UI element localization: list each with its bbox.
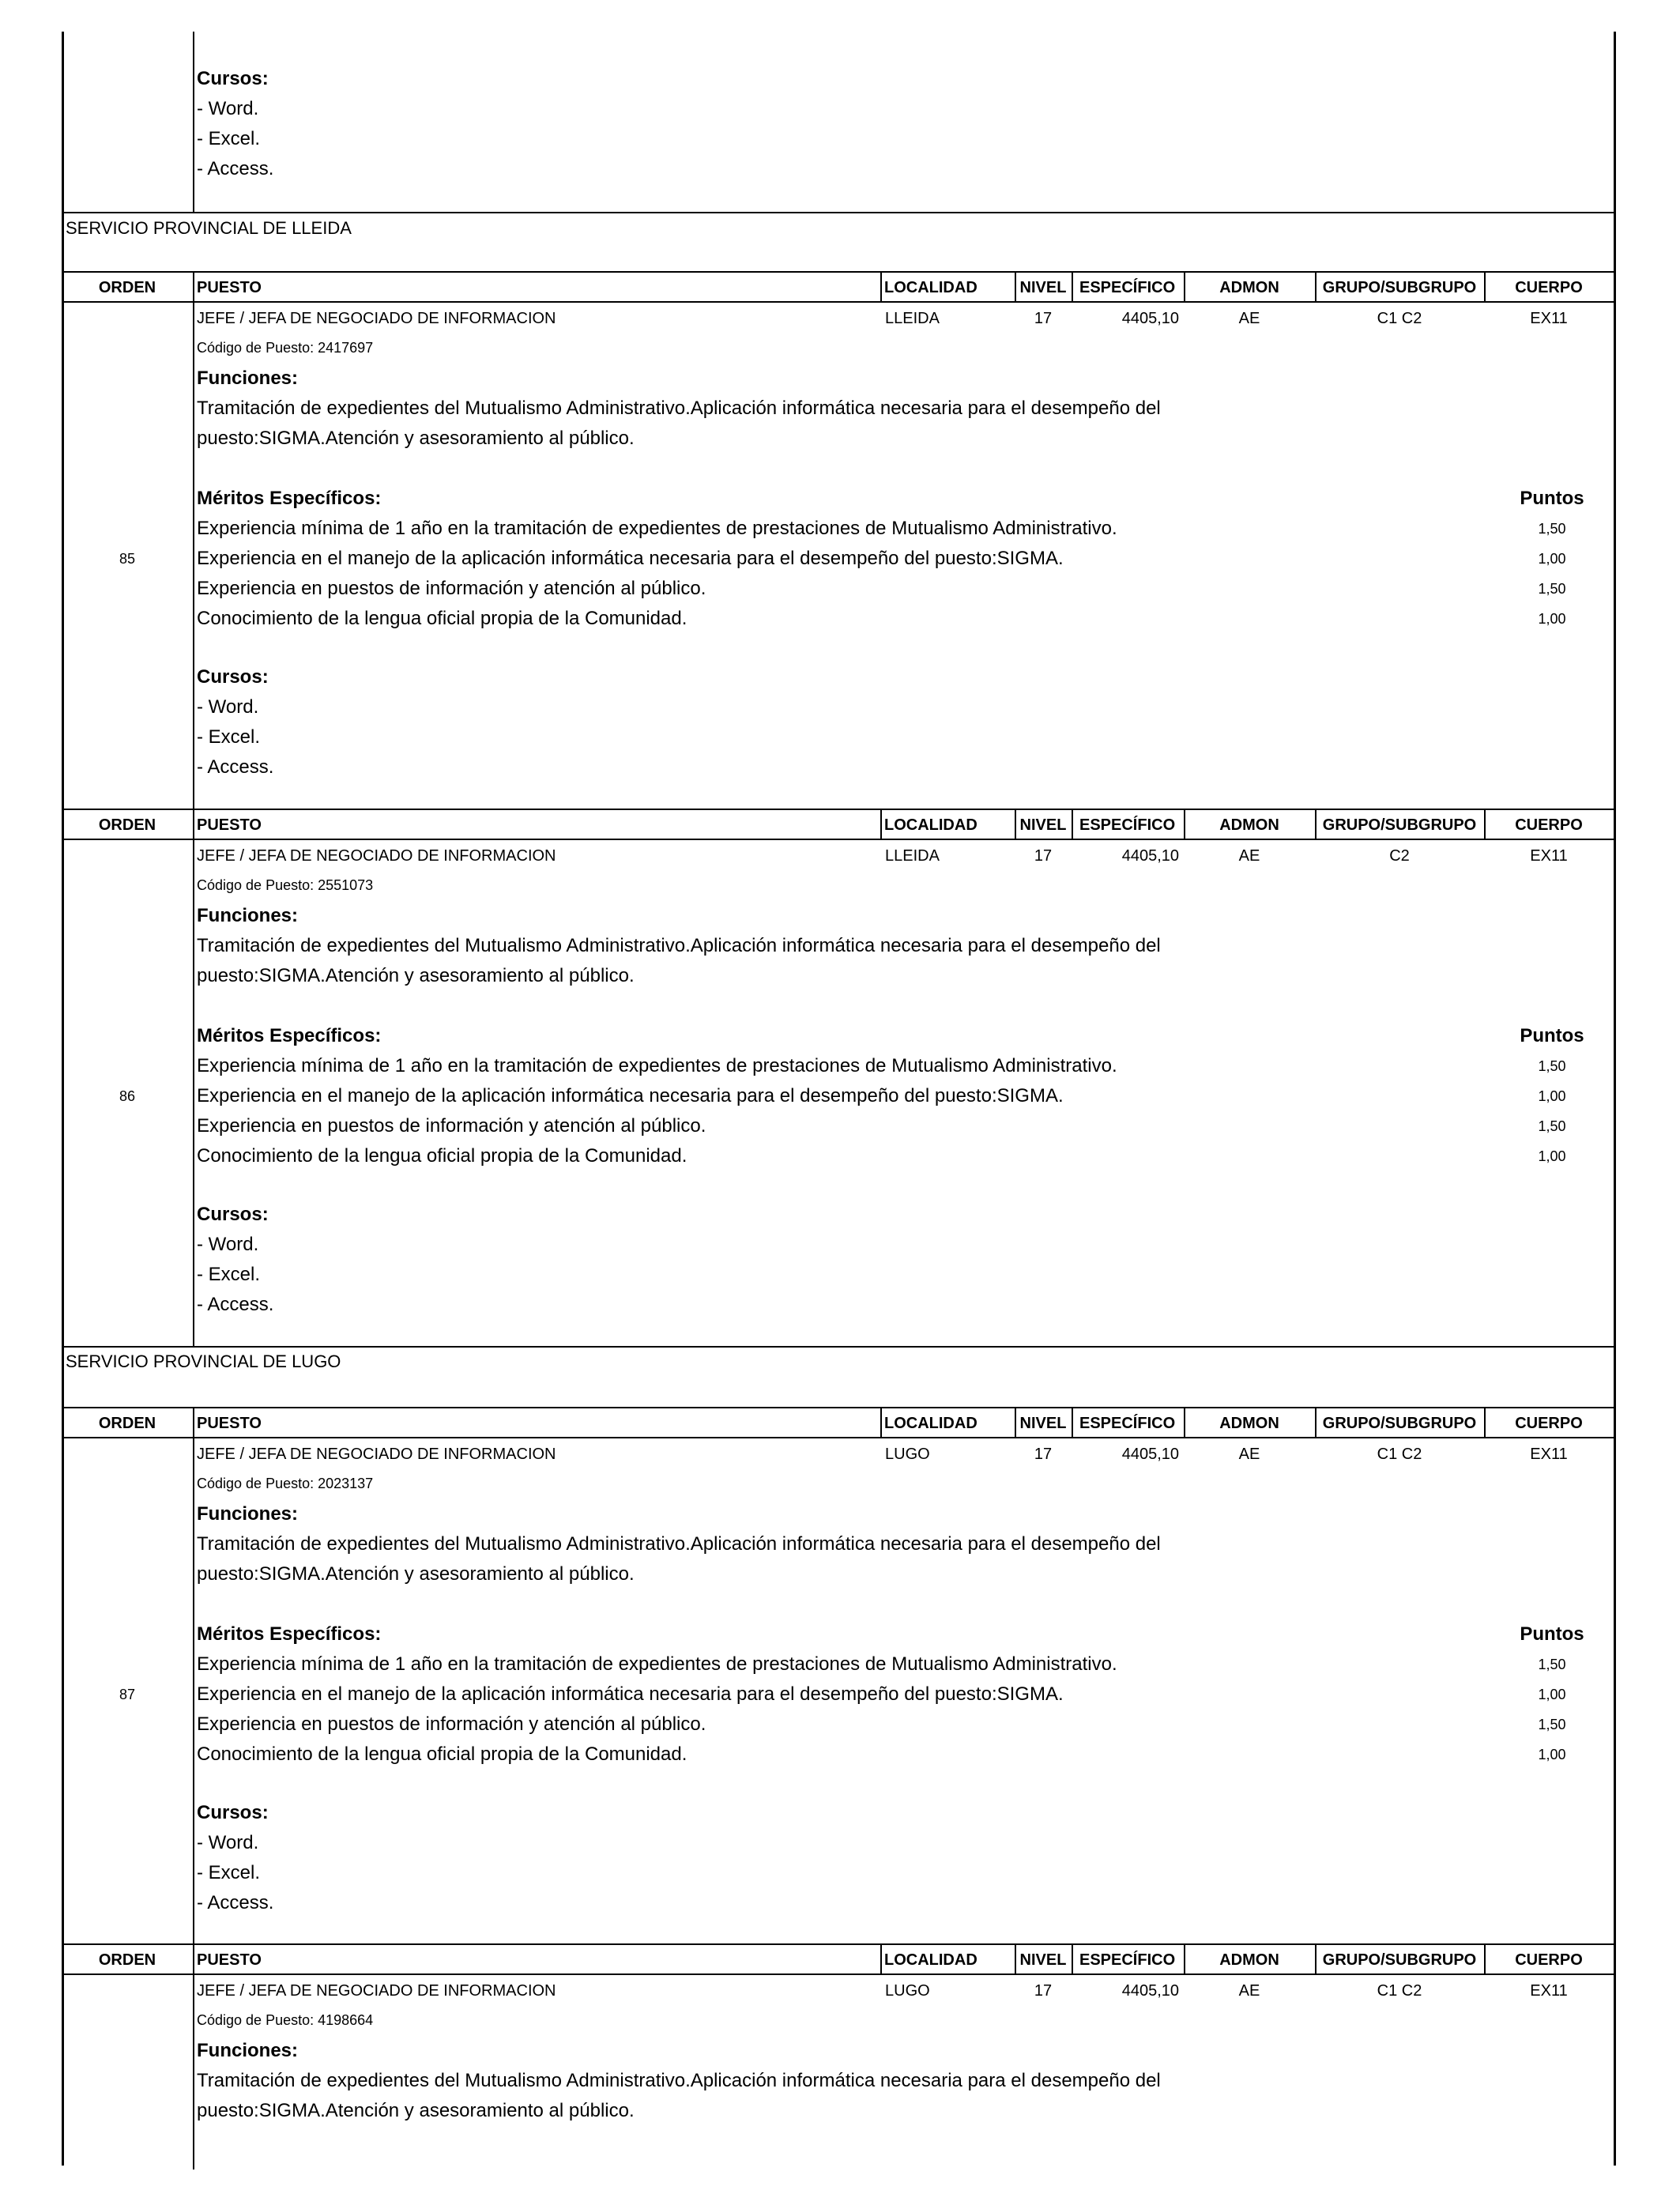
header-especifico: ESPECÍFICO <box>1079 816 1176 834</box>
cuerpo-value: EX11 <box>1530 1446 1568 1463</box>
column-divider <box>193 840 194 1346</box>
funciones-text: Tramitación de expedientes del Mutualismo Administrativo.Aplicación informática necesaria para el desempeño del <box>197 398 1161 419</box>
localidad-value: LLEIDA <box>885 310 940 327</box>
header-grupo: GRUPO/SUBGRUPO <box>1322 1951 1477 1969</box>
header-puesto: PUESTO <box>197 279 262 296</box>
localidad-value: LUGO <box>885 1982 930 2000</box>
header-separator <box>193 273 194 303</box>
localidad-value: LUGO <box>885 1446 930 1463</box>
merito-puntos: 1,50 <box>1538 581 1566 597</box>
header-bottom-line <box>62 301 1615 303</box>
header-especifico: ESPECÍFICO <box>1079 1415 1176 1432</box>
especifico-value: 4405,10 <box>1121 310 1179 327</box>
nivel-value: 17 <box>1034 847 1053 865</box>
header-top-line <box>62 1943 1615 1945</box>
funciones-label: Funciones: <box>197 905 299 926</box>
merito-puntos: 1,00 <box>1538 1148 1566 1164</box>
funciones-text: puesto:SIGMA.Atención y asesoramiento al público. <box>197 1563 635 1585</box>
merito-puntos: 1,50 <box>1538 1058 1566 1074</box>
header-separator <box>193 810 194 840</box>
header-orden: ORDEN <box>98 816 156 834</box>
especifico-value: 4405,10 <box>1121 1982 1179 2000</box>
right-border <box>1614 32 1616 2166</box>
column-divider <box>193 1438 194 1945</box>
puesto-name: JEFE / JEFA DE NEGOCIADO DE INFORMACION <box>197 1982 556 2000</box>
header-top-line <box>62 1407 1615 1408</box>
merito-text: Experiencia en puestos de información y atención al público. <box>197 578 706 599</box>
course-item: - Word. <box>197 98 259 119</box>
header-separator <box>880 1945 882 1975</box>
meritos-label: Méritos Específicos: <box>197 1623 382 1645</box>
merito-puntos: 1,50 <box>1538 1717 1566 1732</box>
admon-value: AE <box>1238 847 1260 865</box>
header-nivel: NIVEL <box>1019 1415 1067 1432</box>
merito-puntos: 1,00 <box>1538 1088 1566 1104</box>
header-separator <box>1072 1408 1073 1438</box>
header-admon: ADMON <box>1219 1415 1279 1432</box>
localidad-value: LLEIDA <box>885 847 940 865</box>
header-separator <box>193 1408 194 1438</box>
header-separator <box>880 1408 882 1438</box>
header-bottom-line <box>62 839 1615 840</box>
header-localidad: LOCALIDAD <box>884 279 977 296</box>
meritos-label: Méritos Específicos: <box>197 1025 382 1046</box>
merito-text: Experiencia en el manejo de la aplicación informática necesaria para el desempeño del puesto:SIGMA. <box>197 1085 1064 1106</box>
course-item: - Access. <box>197 158 274 179</box>
merito-text: Experiencia en el manejo de la aplicación informática necesaria para el desempeño del puesto:SIGMA. <box>197 1683 1064 1705</box>
header-separator <box>1072 1945 1073 1975</box>
section-title: SERVICIO PROVINCIAL DE LUGO <box>66 1351 341 1371</box>
header-cuerpo: CUERPO <box>1515 1951 1583 1969</box>
cuerpo-value: EX11 <box>1530 847 1568 865</box>
header-nivel: NIVEL <box>1019 279 1067 296</box>
puntos-label: Puntos <box>1520 1025 1584 1046</box>
header-localidad: LOCALIDAD <box>884 816 977 834</box>
grupo-value: C1 C2 <box>1377 310 1422 327</box>
header-admon: ADMON <box>1219 1951 1279 1969</box>
header-orden: ORDEN <box>98 279 156 296</box>
header-cuerpo: CUERPO <box>1515 816 1583 834</box>
cuerpo-value: EX11 <box>1530 310 1568 327</box>
course-item: - Access. <box>197 1892 274 1913</box>
especifico-value: 4405,10 <box>1121 1446 1179 1463</box>
merito-puntos: 1,00 <box>1538 551 1566 567</box>
funciones-text: puesto:SIGMA.Atención y asesoramiento al público. <box>197 428 635 449</box>
section-title: SERVICIO PROVINCIAL DE LLEIDA <box>66 218 352 238</box>
header-grupo: GRUPO/SUBGRUPO <box>1322 816 1477 834</box>
cuerpo-value: EX11 <box>1530 1982 1568 2000</box>
orden-number: 87 <box>119 1687 136 1702</box>
orden-number: 85 <box>119 551 136 567</box>
nivel-value: 17 <box>1034 310 1053 327</box>
admon-value: AE <box>1238 1982 1260 2000</box>
merito-puntos: 1,50 <box>1538 1118 1566 1134</box>
cursos-label: Cursos: <box>197 1802 269 1823</box>
codigo-puesto: Código de Puesto: 2023137 <box>197 1476 374 1491</box>
merito-text: Conocimiento de la lengua oficial propia de la Comunidad. <box>197 608 687 629</box>
cursos-label: Cursos: <box>197 68 269 89</box>
merito-text: Experiencia mínima de 1 año en la tramitación de expedientes de prestaciones de Mutualismo Administrativo. <box>197 1653 1117 1675</box>
merito-text: Conocimiento de la lengua oficial propia de la Comunidad. <box>197 1145 687 1167</box>
merito-puntos: 1,00 <box>1538 1747 1566 1762</box>
merito-puntos: 1,00 <box>1538 1687 1566 1702</box>
header-separator <box>1072 810 1073 840</box>
especifico-value: 4405,10 <box>1121 847 1179 865</box>
header-admon: ADMON <box>1219 816 1279 834</box>
merito-text: Experiencia en puestos de información y atención al público. <box>197 1115 706 1137</box>
course-item: - Excel. <box>197 128 261 149</box>
course-item: - Excel. <box>197 1862 261 1883</box>
header-bottom-line <box>62 1973 1615 1975</box>
header-separator <box>880 273 882 303</box>
cursos-label: Cursos: <box>197 1204 269 1225</box>
funciones-label: Funciones: <box>197 2040 299 2061</box>
header-bottom-line <box>62 1437 1615 1438</box>
course-item: - Excel. <box>197 726 261 748</box>
header-separator <box>1072 273 1073 303</box>
header-localidad: LOCALIDAD <box>884 1951 977 1969</box>
header-separator <box>880 810 882 840</box>
merito-text: Experiencia en el manejo de la aplicación informática necesaria para el desempeño del puesto:SIGMA. <box>197 548 1064 569</box>
header-puesto: PUESTO <box>197 816 262 834</box>
funciones-text: puesto:SIGMA.Atención y asesoramiento al público. <box>197 965 635 986</box>
merito-puntos: 1,50 <box>1538 1657 1566 1672</box>
header-especifico: ESPECÍFICO <box>1079 279 1176 296</box>
header-puesto: PUESTO <box>197 1415 262 1432</box>
funciones-label: Funciones: <box>197 368 299 389</box>
column-divider <box>193 303 194 810</box>
merito-text: Experiencia mínima de 1 año en la tramitación de expedientes de prestaciones de Mutualismo Administrativo. <box>197 1055 1117 1076</box>
grupo-value: C1 C2 <box>1377 1446 1422 1463</box>
header-localidad: LOCALIDAD <box>884 1415 977 1432</box>
course-item: - Access. <box>197 756 274 778</box>
header-grupo: GRUPO/SUBGRUPO <box>1322 1415 1477 1432</box>
grupo-value: C2 <box>1389 847 1410 865</box>
codigo-puesto: Código de Puesto: 4198664 <box>197 2012 374 2028</box>
header-nivel: NIVEL <box>1019 816 1067 834</box>
course-item: - Excel. <box>197 1264 261 1285</box>
nivel-value: 17 <box>1034 1982 1053 2000</box>
header-admon: ADMON <box>1219 279 1279 296</box>
merito-text: Conocimiento de la lengua oficial propia de la Comunidad. <box>197 1744 687 1765</box>
funciones-text: Tramitación de expedientes del Mutualismo Administrativo.Aplicación informática necesaria para el desempeño del <box>197 2070 1161 2091</box>
header-orden: ORDEN <box>98 1415 156 1432</box>
orden-number: 86 <box>119 1088 136 1104</box>
funciones-text: puesto:SIGMA.Atención y asesoramiento al público. <box>197 2100 635 2121</box>
header-cuerpo: CUERPO <box>1515 279 1583 296</box>
column-divider <box>193 32 194 212</box>
header-nivel: NIVEL <box>1019 1951 1067 1969</box>
merito-text: Experiencia mínima de 1 año en la tramitación de expedientes de prestaciones de Mutualismo Administrativo. <box>197 518 1117 539</box>
nivel-value: 17 <box>1034 1446 1053 1463</box>
column-divider <box>193 1975 194 2169</box>
puesto-name: JEFE / JEFA DE NEGOCIADO DE INFORMACION <box>197 1446 556 1463</box>
header-top-line <box>62 809 1615 810</box>
course-item: - Word. <box>197 1234 259 1255</box>
admon-value: AE <box>1238 310 1260 327</box>
merito-puntos: 1,00 <box>1538 611 1566 627</box>
course-item: - Access. <box>197 1294 274 1315</box>
course-item: - Word. <box>197 696 259 718</box>
funciones-text: Tramitación de expedientes del Mutualismo Administrativo.Aplicación informática necesaria para el desempeño del <box>197 935 1161 956</box>
header-cuerpo: CUERPO <box>1515 1415 1583 1432</box>
funciones-text: Tramitación de expedientes del Mutualismo Administrativo.Aplicación informática necesaria para el desempeño del <box>197 1533 1161 1555</box>
header-especifico: ESPECÍFICO <box>1079 1951 1176 1969</box>
meritos-label: Méritos Específicos: <box>197 488 382 509</box>
section-divider <box>62 212 1615 213</box>
codigo-puesto: Código de Puesto: 2551073 <box>197 877 374 893</box>
merito-text: Experiencia en puestos de información y atención al público. <box>197 1713 706 1735</box>
puesto-name: JEFE / JEFA DE NEGOCIADO DE INFORMACION <box>197 847 556 865</box>
puntos-label: Puntos <box>1520 1623 1584 1645</box>
section-divider <box>62 1346 1615 1348</box>
header-orden: ORDEN <box>98 1951 156 1969</box>
header-top-line <box>62 271 1615 273</box>
header-grupo: GRUPO/SUBGRUPO <box>1322 279 1477 296</box>
puntos-label: Puntos <box>1520 488 1584 509</box>
grupo-value: C1 C2 <box>1377 1982 1422 2000</box>
header-separator <box>193 1945 194 1975</box>
admon-value: AE <box>1238 1446 1260 1463</box>
funciones-label: Funciones: <box>197 1503 299 1525</box>
cursos-label: Cursos: <box>197 666 269 688</box>
codigo-puesto: Código de Puesto: 2417697 <box>197 340 374 356</box>
merito-puntos: 1,50 <box>1538 521 1566 537</box>
course-item: - Word. <box>197 1832 259 1853</box>
puesto-name: JEFE / JEFA DE NEGOCIADO DE INFORMACION <box>197 310 556 327</box>
header-puesto: PUESTO <box>197 1951 262 1969</box>
